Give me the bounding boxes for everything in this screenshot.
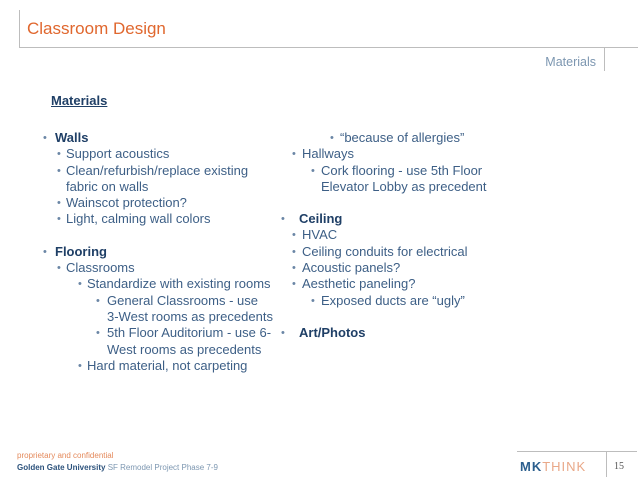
bullet-item: • Flooring	[43, 243, 107, 259]
bullet-item: • Ceiling conduits for electrical	[292, 243, 468, 259]
bullet-item: • “because of allergies”	[330, 130, 465, 145]
bullet-icon: •	[57, 164, 61, 177]
bullet-icon: •	[281, 213, 285, 226]
bullet-icon: •	[292, 262, 296, 275]
bullet-icon: •	[43, 245, 47, 258]
bullet-icon: •	[78, 359, 82, 372]
bullet-icon: •	[57, 197, 61, 210]
mkthink-logo: MKTHINK	[520, 459, 587, 474]
bullet-item: • Cork flooring - use 5th Floor Elevator Lobby as precedent	[311, 162, 487, 194]
bullet-item: • Acoustic panels?	[292, 260, 401, 276]
bullet-item: • Hallways	[292, 146, 355, 162]
bullet-item: • Clean/refurbish/replace existing fabric on walls	[57, 162, 249, 194]
bullet-item: • Classrooms	[57, 260, 135, 276]
bullet-item: • Art/Photos	[281, 324, 366, 340]
left-bullet-column	[33, 130, 273, 374]
slide-title: Classroom Design	[27, 19, 166, 38]
bullet-icon: •	[281, 326, 285, 339]
page-number: 15	[614, 461, 624, 472]
bullet-item: • General Classrooms - use 3-West rooms as precedents	[96, 292, 273, 324]
footer-divider	[517, 451, 637, 452]
bullet-item: • Walls	[43, 130, 89, 145]
bullet-item: • Light, calming wall colors	[57, 211, 211, 227]
bullet-item: • Exposed ducts are “ugly”	[311, 292, 465, 308]
section-subtitle: Materials	[545, 55, 596, 69]
university-name: Golden Gate University	[17, 463, 106, 472]
bullet-item: • Ceiling	[281, 211, 343, 227]
bullet-icon: •	[43, 132, 47, 144]
confidential-note: proprietary and confidential	[17, 451, 114, 460]
bullet-item: • Standardize with existing rooms	[78, 276, 271, 292]
page-divider	[606, 451, 607, 477]
spacer	[277, 195, 517, 211]
bullet-item: • Hard material, not carpeting	[78, 357, 248, 373]
bullet-icon: •	[330, 132, 334, 144]
bullet-icon: •	[292, 245, 296, 258]
bullet-icon: •	[311, 164, 315, 177]
bullet-icon: •	[292, 229, 296, 242]
bullet-icon: •	[57, 213, 61, 226]
bullet-icon: •	[292, 278, 296, 291]
bullet-icon: •	[96, 327, 100, 340]
bullet-icon: •	[311, 294, 315, 307]
right-bullet-column	[277, 130, 517, 341]
bullet-icon: •	[96, 294, 100, 307]
project-footer	[17, 463, 218, 472]
spacer	[277, 309, 517, 325]
bullet-icon: •	[57, 262, 61, 275]
bullet-icon: •	[78, 278, 82, 291]
bullet-icon: •	[57, 148, 61, 161]
spacer	[33, 228, 273, 244]
bullet-item: • Support acoustics	[57, 146, 170, 162]
bullet-icon: •	[292, 148, 296, 161]
project-name: SF Remodel Project Phase 7-9	[105, 463, 218, 472]
content-heading: Materials	[51, 93, 108, 108]
bullet-item: • Aesthetic paneling?	[292, 276, 416, 292]
bullet-item: • HVAC	[292, 227, 338, 243]
bullet-item: • 5th Floor Auditorium - use 6-West rooms as precedents	[96, 325, 272, 357]
bullet-item: • Wainscot protection?	[57, 195, 187, 211]
